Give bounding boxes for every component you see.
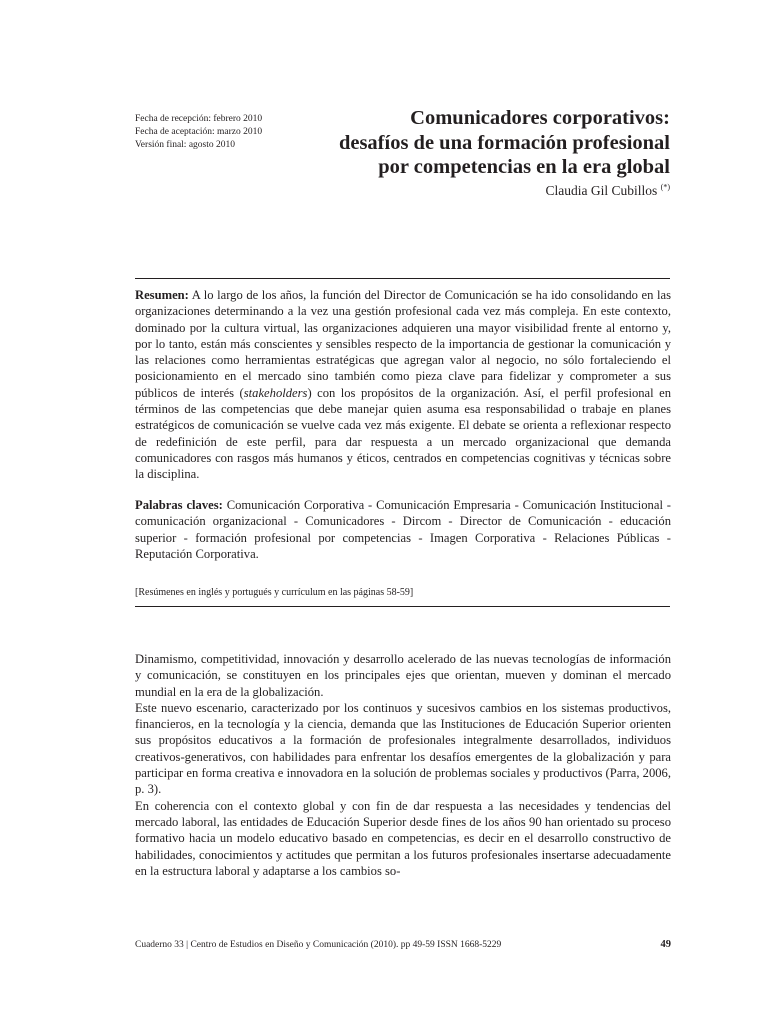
keywords-text: Comunicación Corporativa - Comunicación Empresaria - Comunicación Institucional - comunicación organizacional - Comunicadores - Dircom - Director de Comunicación - educación superior - formación profesional por competencias - Imagen Corporativa - Relaciones Públicas - Reputación Corporativa.	[135, 498, 671, 561]
author-footnote-mark: (*)	[660, 182, 670, 191]
body-paragraph-3: En coherencia con el contexto global y con fin de dar respuesta a las necesidades y tendencias del mercado laboral, las entidades de Educación Superior desde fines de los años 90 han orientado su proceso formativo hacia un modelo educativo basado en competencias, es decir en el desarrollo constructivo de habilidades, conocimientos y actitudes que permitan a los futuros profesionales insertarse adecuadamente en la estructura laboral y adaptarse a los cambios so-	[135, 798, 671, 878]
author-name: Claudia Gil Cubillos	[545, 182, 658, 198]
keywords-label: Palabras claves:	[135, 498, 223, 512]
abstract-italic-term: stakeholders	[243, 385, 308, 400]
abstract	[135, 287, 671, 483]
keywords	[135, 497, 671, 562]
abstract-text-continued: ) con los propósitos de la organización. Así, el perfil profesional en términos de las competencias que debe manejar quien asuma esa responsabilidad o trabaje en planes estratégicos de comunicación se vuelve cada vez más exigente. El debate se orienta a reflexionar respecto de redefinición de este perfil, para dar respuesta a un mercado organizacional que demanda comunicadores con rasgos más humanos y éticos, centrados en competencias cognitivas y técnicas sobre la disciplina.	[135, 385, 671, 482]
final-version-date: Versión final: agosto 2010	[135, 140, 236, 150]
page-footer	[135, 939, 671, 951]
received-date: Fecha de recepción: febrero 2010	[135, 114, 263, 124]
body-paragraph-1: Dinamismo, competitividad, innovación y desarrollo acelerado de las nuevas tecnologías de información y comunicación, se constituyen en los principales ejes que orientan, mueven y dominan el mercado mundial en la era de la globalización.	[135, 652, 671, 699]
top-divider	[135, 278, 670, 279]
author	[250, 182, 670, 199]
article-dates	[135, 113, 262, 152]
footer-citation: Cuaderno 33 | Centro de Estudios en Diseño y Comunicación (2010). pp 49-59 ISSN 1668-5229	[135, 940, 502, 950]
section-divider	[135, 606, 670, 607]
body-paragraph-2: Este nuevo escenario, caracterizado por los continuos y sucesivos cambios en los sistemas productivos, financieros, en la tecnología y la ciencia, demanda que las Instituciones de Educación Superior orienten sus propósitos educativos a la formación de profesionales integralmente desarrollados, individuos creativos-generativos, con habilidades para enfrentar los desafíos emergentes de la globalización y para participar en forma creativa e innovadora en la solución de problemas sociales y productivos (Parra, 2006, p. 3).	[135, 700, 671, 797]
title-block	[250, 106, 670, 199]
page-number: 49	[660, 939, 671, 950]
summaries-note: [Resúmenes en inglés y portugués y currículum en las páginas 58-59]	[135, 587, 414, 598]
accepted-date: Fecha de aceptación: marzo 2010	[135, 127, 263, 137]
abstract-text: A lo largo de los años, la función del Director de Comunicación se ha ido consolidando en las organizaciones determinando a la vez una gestión profesional cada vez más compleja. En este contexto, dominado por la cultura virtual, las organizaciones adquieren una mayor visibilidad frente al entorno y, por lo tanto, están más conscientes y sensibles respecto de la importancia de gestionar la comunicación y las relaciones como herramientas estratégicas que agregan valor al negocio, no sólo fortaleciendo el posicionamiento en el mercado sino también como pieza clave para fidelizar y comprometer a sus públicos de interés (	[135, 288, 671, 400]
title-line-2: desafíos de una formación profesional	[338, 131, 670, 154]
title-line-1: Comunicadores corporativos:	[410, 107, 670, 129]
abstract-label: Resumen:	[135, 288, 189, 302]
title-line-3: por competencias en la era global	[378, 156, 670, 178]
article-title	[250, 106, 670, 180]
body-text	[135, 651, 671, 879]
